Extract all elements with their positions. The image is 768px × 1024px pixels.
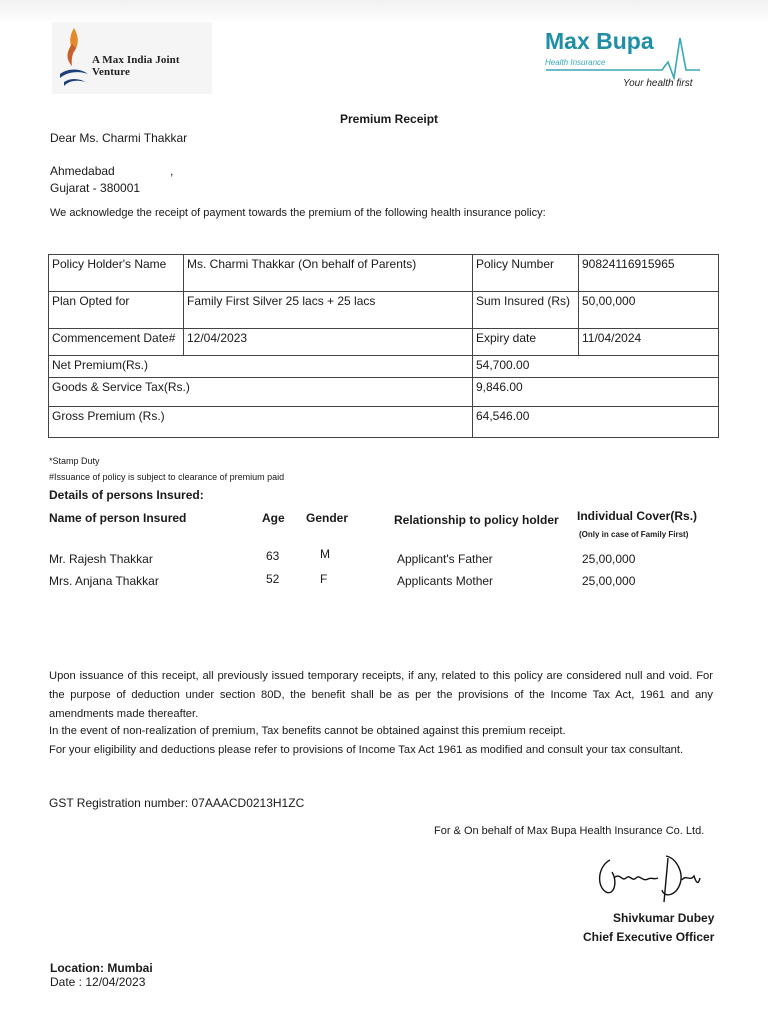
terms-paragraph-2: In the event of non-realization of premium, Tax benefits cannot be obtained against this premium receipt. [49, 725, 566, 737]
person-cover: 25,00,000 [582, 552, 636, 566]
person-age: 63 [266, 549, 280, 563]
gst-registration: GST Registration number: 07AAACD0213H1ZC [49, 796, 305, 810]
col-gender-header: Gender [306, 511, 349, 525]
holder-label: Policy Holder's Name [49, 255, 184, 292]
policy-number-label: Policy Number [473, 255, 579, 292]
gst-value: 9,846.00 [473, 378, 719, 407]
brand-name: Max Bupa [545, 28, 654, 54]
salutation: Dear Ms. Charmi Thakkar [50, 131, 188, 145]
gst-label: Goods & Service Tax(Rs.) [49, 378, 473, 407]
gross-premium-value: 64,546.00 [473, 407, 719, 438]
persons-heading: Details of persons Insured: [49, 488, 204, 502]
brand-tagline: Your health first [623, 78, 693, 89]
receipt-date: Date : 12/04/2023 [50, 975, 146, 989]
max-india-logo [52, 22, 212, 94]
gross-premium-label: Gross Premium (Rs.) [49, 407, 473, 438]
terms-paragraph-1: Upon issuance of this receipt, all previously issued temporary receipts, if any, related to this policy are considered null and void. For the purpose of deduction under section 80D, the benefit shall be as per the provisions of the Income Tax Act, 1961 and any amendments made thereafter. [49, 670, 713, 720]
address-state: Gujarat - 380001 [50, 181, 141, 195]
person-name: Mr. Rajesh Thakkar [49, 552, 153, 566]
joint-venture-text: A Max India Joint Venture [92, 54, 180, 78]
brand-subtitle: Health Insurance [545, 58, 606, 67]
expiry-value: 11/04/2024 [579, 329, 719, 356]
col-age-header: Age [262, 511, 285, 525]
stamp-duty-note: *Stamp Duty [49, 456, 100, 466]
on-behalf-text: For & On behalf of Max Bupa Health Insurance Co. Ltd. [434, 825, 705, 837]
col-name-header: Name of person Insured [49, 511, 187, 525]
signatory-name: Shivkumar Dubey [613, 911, 715, 925]
plan-label: Plan Opted for [49, 292, 184, 329]
person-gender: M [320, 547, 330, 561]
terms-paragraph-3: For your eligibility and deductions please refer to provisions of Income Tax Act 1961 as modified and consult your tax consultant. [49, 744, 684, 756]
commencement-value: 12/04/2023 [184, 329, 473, 356]
issuance-note: #Issuance of policy is subject to clearance of premium paid [49, 472, 285, 482]
address-comma: , [170, 164, 174, 178]
flame-icon [58, 26, 90, 90]
col-relationship-header: Relationship to policy holder [394, 513, 559, 527]
expiry-label: Expiry date [473, 329, 579, 356]
max-bupa-logo [540, 26, 710, 94]
receipt-title: Premium Receipt [340, 112, 439, 126]
person-relationship: Applicant's Father [397, 552, 493, 566]
person-age: 52 [266, 572, 280, 586]
address-city: Ahmedabad [50, 164, 115, 178]
plan-value: Family First Silver 25 lacs + 25 lacs [184, 292, 473, 329]
col-cover-subheader: (Only in case of Family First) [579, 530, 689, 539]
commencement-label: Commencement Date# [49, 329, 184, 356]
person-name: Mrs. Anjana Thakkar [49, 574, 159, 588]
handwritten-signature [596, 852, 706, 908]
net-premium-label: Net Premium(Rs.) [49, 356, 473, 378]
col-cover-header: Individual Cover(Rs.) [577, 509, 698, 523]
acknowledgement-text: We acknowledge the receipt of payment towards the premium of the following health insurance policy: [50, 207, 546, 219]
top-shade [0, 0, 768, 24]
sum-insured-value: 50,00,000 [579, 292, 719, 329]
person-gender: F [320, 572, 328, 586]
policy-number-value: 90824116915965 [579, 255, 719, 292]
location: Location: Mumbai [50, 961, 153, 975]
holder-value: Ms. Charmi Thakkar (On behalf of Parents) [184, 255, 473, 292]
policy-details-table [48, 254, 719, 438]
sum-insured-label: Sum Insured (Rs) [473, 292, 579, 329]
person-relationship: Applicants Mother [397, 574, 494, 588]
signatory-designation: Chief Executive Officer [583, 930, 715, 944]
person-cover: 25,00,000 [582, 574, 636, 588]
net-premium-value: 54,700.00 [473, 356, 719, 378]
